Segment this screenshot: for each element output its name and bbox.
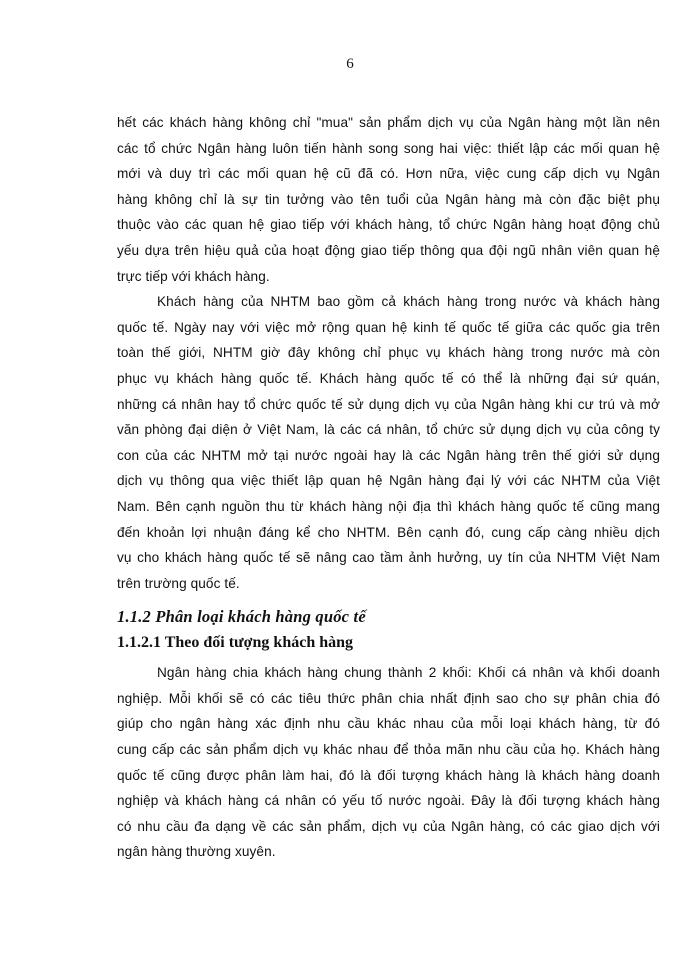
paragraph-2 (117, 289, 660, 596)
text-line: trên trường quốc tế. (117, 575, 240, 591)
text-line: toàn thế giới, NHTM giờ đây không chỉ phục vụ khách hàng trong nước mà còn (117, 345, 660, 361)
subsection-heading: 1.1.2.1 Theo đối tượng khách hàng (117, 634, 354, 652)
text-line: mới và duy trì các mối quan hệ cũ đã có. Hơn nữa, việc cung cấp dịch vụ Ngân (117, 166, 660, 182)
paragraph-1 (117, 110, 660, 289)
text-line: thuộc vào các quan hệ giao tiếp với khách hàng, tổ chức Ngân hàng hoạt động chủ (117, 217, 660, 233)
text-line: phục vụ khách hàng quốc tế. Khách hàng quốc tế có thể là những đại sứ quán, (117, 370, 660, 386)
text-line: vụ cho khách hàng quốc tế sẽ nâng cao tầm ảnh hưởng, uy tín của NHTM Việt Nam (117, 550, 660, 566)
text-line: Ngân hàng chia khách hàng chung thành 2 khối: Khối cá nhân và khối doanh (157, 665, 660, 681)
text-line: quốc tế. Ngày nay với việc mở rộng quan hệ kinh tế quốc tế giữa các quốc gia trên (117, 319, 660, 335)
paragraph-3 (117, 660, 660, 865)
text-line: dịch vụ thông qua việc thiết lập quan hệ Ngân hàng đại lý với các NHTM của Việt (117, 473, 660, 489)
text-line: yếu dựa trên hiệu quả của hoạt động giao tiếp thông qua đội ngũ nhân viên quan hệ (117, 242, 660, 258)
text-line: các tổ chức Ngân hàng luôn tiến hành song song hai việc: thiết lập các mối quan hệ (117, 140, 660, 156)
text-line: cung cấp các sản phẩm dịch vụ khác nhau để thỏa mãn nhu cầu của họ. Khách hàng (117, 742, 660, 758)
text-line: Khách hàng của NHTM bao gồm cả khách hàng trong nước và khách hàng (157, 294, 660, 310)
page-number: 6 (346, 56, 354, 72)
section-heading: 1.1.2 Phân loại khách hàng quốc tế (117, 607, 366, 627)
text-line: văn phòng đại diện ở Việt Nam, là các cá nhân, tổ chức sử dụng dịch vụ của công ty (117, 422, 660, 438)
text-line: trực tiếp với khách hàng. (117, 268, 270, 284)
text-line: những cá nhân hay tổ chức quốc tế sử dụng dịch vụ của Ngân hàng khi cư trú và mở (117, 396, 660, 412)
text-line: giúp cho ngân hàng xác định nhu cầu khác nhau của mỗi loại khách hàng, từ đó (117, 716, 660, 732)
text-line: quốc tế cũng được phân làm hai, đó là đối tượng khách hàng là khách hàng doanh (117, 767, 660, 783)
page-content (117, 110, 660, 865)
text-line: hết các khách hàng không chỉ "mua" sản phẩm dịch vụ của Ngân hàng một lần nên (117, 115, 660, 130)
text-line: ngân hàng thường xuyên. (117, 844, 276, 860)
text-line: con của các NHTM mở tại nước ngoài hay là các Ngân hàng trên thế giới sử dụng (117, 447, 660, 463)
text-line: có nhu cầu đa dạng về các sản phẩm, dịch vụ của Ngân hàng, có các giao dịch với (117, 818, 660, 834)
text-line: đến khoản lợi nhuận đáng kể cho NHTM. Bên cạnh đó, cung cấp càng nhiều dịch (117, 524, 660, 540)
text-line: nghiệp. Mỗi khối sẽ có các tiêu thức phân chia nhất định sao cho sự phân chia đó (117, 690, 660, 706)
text-line: hàng không chỉ là sự tin tưởng vào tên tuổi của Ngân hàng mà còn đặc biệt phụ (117, 191, 660, 207)
text-line: nghiệp và khách hàng cá nhân có yếu tố nước ngoài. Đây là đối tượng khách hàng (117, 793, 660, 809)
text-line: Nam. Bên cạnh nguồn thu từ khách hàng nội địa thì khách hàng quốc tế cũng mang (117, 498, 660, 514)
